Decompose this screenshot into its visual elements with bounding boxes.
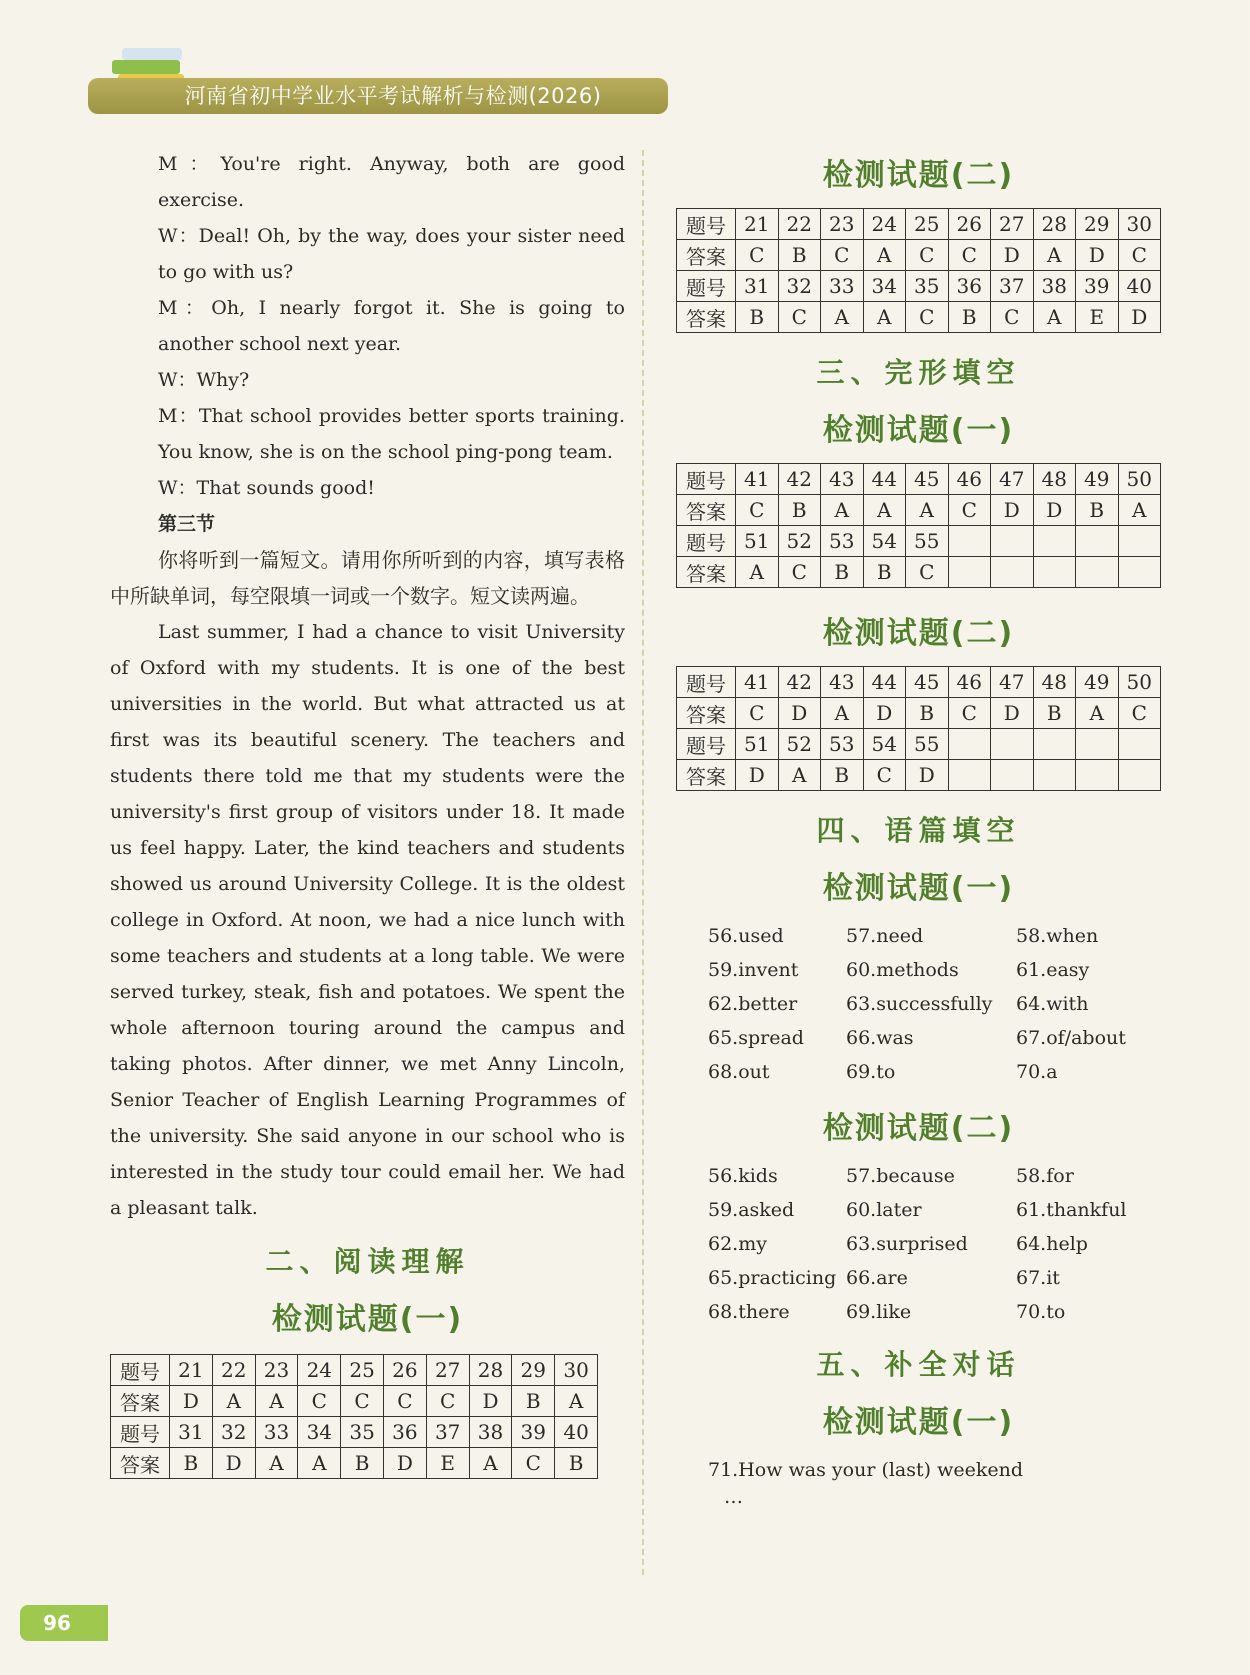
answer-cell — [948, 526, 991, 557]
answer-cell: 32 — [212, 1417, 255, 1448]
answer-cell: 37 — [991, 271, 1034, 302]
answer-table-row — [677, 240, 1161, 271]
row-label: 答案 — [677, 557, 736, 588]
row-label: 题号 — [677, 271, 736, 302]
answer-cell: 41 — [736, 667, 779, 698]
answer-table-row — [111, 1417, 598, 1448]
row-label: 答案 — [111, 1386, 170, 1417]
answer-cell: A — [298, 1448, 341, 1479]
answer-cell: 46 — [948, 464, 991, 495]
answer-cell: 29 — [1076, 209, 1119, 240]
answer-table-row — [111, 1355, 598, 1386]
fill-answer: 57.because — [846, 1165, 955, 1187]
dialogue-line: M：You're right. Anyway, both are good exercise. — [158, 153, 625, 211]
answer-cell: 51 — [736, 729, 779, 760]
answer-cell: 47 — [991, 667, 1034, 698]
answer-cell: A — [1033, 302, 1076, 333]
dialogue-line: W：Why? — [158, 369, 250, 391]
answer-cell: C — [778, 557, 821, 588]
page-number: 96 — [43, 1611, 71, 1635]
answer-cell: 40 — [1118, 271, 1161, 302]
fill-answer: 70.a — [1016, 1061, 1058, 1083]
fill-answer: 63.successfully — [846, 993, 993, 1015]
dialogue — [110, 146, 625, 506]
answer-cell: 28 — [469, 1355, 512, 1386]
row-label: 题号 — [677, 526, 736, 557]
fill-answer: 69.like — [846, 1301, 912, 1323]
page-tab-arrow-icon — [88, 1605, 108, 1641]
answer-cell: 28 — [1033, 209, 1076, 240]
answer-cell: 40 — [555, 1417, 598, 1448]
right-column — [676, 150, 1161, 1507]
answer-cell: 50 — [1118, 667, 1161, 698]
fill-answer: 65.practicing — [708, 1267, 837, 1289]
answer-cell: 25 — [341, 1355, 384, 1386]
answer-cell: 49 — [1076, 667, 1119, 698]
answer-cell — [948, 760, 991, 791]
column-divider — [642, 150, 644, 1575]
answer-cell: D — [383, 1448, 426, 1479]
answer-cell: B — [341, 1448, 384, 1479]
answer-cell: 22 — [778, 209, 821, 240]
answer-cell: B — [1033, 698, 1076, 729]
answer-cell: B — [948, 302, 991, 333]
answer-cell: 21 — [736, 209, 779, 240]
answer-cell: 30 — [1118, 209, 1161, 240]
answer-cell: C — [948, 240, 991, 271]
reading-test2-title: 检测试题(二) — [822, 158, 1015, 193]
row-label: 答案 — [677, 302, 736, 333]
answer-cell: 42 — [778, 464, 821, 495]
answer-cell: 30 — [555, 1355, 598, 1386]
answer-cell: 45 — [906, 667, 949, 698]
answer-cell: C — [1118, 698, 1161, 729]
fill-test2-answers — [676, 1159, 1161, 1329]
answer-cell: 45 — [906, 464, 949, 495]
answer-cell — [1118, 557, 1161, 588]
answer-cell: B — [736, 302, 779, 333]
answer-cell: 23 — [821, 209, 864, 240]
fill-answer: 56.used — [708, 925, 784, 947]
fill-answer: 61.easy — [1016, 959, 1090, 981]
answer-cell: 49 — [1076, 464, 1119, 495]
fill-answer: 58.for — [1016, 1165, 1074, 1187]
answer-cell: 46 — [948, 667, 991, 698]
answer-cell: 21 — [170, 1355, 213, 1386]
section-heading: 第三节 — [158, 513, 216, 535]
answer-cell: D — [778, 698, 821, 729]
answer-cell: 43 — [821, 667, 864, 698]
answer-cell: 34 — [863, 271, 906, 302]
answer-cell: A — [821, 495, 864, 526]
fill-answer: 59.invent — [708, 959, 799, 981]
reading-section-title: 二、阅读理解 — [265, 1245, 470, 1278]
answer-cell: D — [991, 240, 1034, 271]
answer-cell: 54 — [863, 526, 906, 557]
answer-cell: C — [341, 1386, 384, 1417]
answer-cell: D — [736, 760, 779, 791]
answer-cell: B — [863, 557, 906, 588]
dialog-section-title: 五、补全对话 — [816, 1348, 1021, 1381]
answer-cell: C — [512, 1448, 555, 1479]
answer-cell — [991, 526, 1034, 557]
answer-cell: 32 — [778, 271, 821, 302]
answer-table-row — [677, 209, 1161, 240]
cloze-section-title: 三、完形填空 — [816, 356, 1021, 389]
left-column — [110, 146, 625, 1479]
answer-cell: A — [736, 557, 779, 588]
answer-cell: 36 — [948, 271, 991, 302]
row-label: 答案 — [111, 1448, 170, 1479]
dialogue-line: M：That school provides better sports training. You know, she is on the school ping-pong team. — [158, 405, 625, 463]
answer-cell — [1033, 760, 1076, 791]
answer-cell: C — [906, 557, 949, 588]
answer-cell: E — [1076, 302, 1119, 333]
answer-cell: 31 — [736, 271, 779, 302]
fill-answer: 62.my — [708, 1233, 767, 1255]
answer-table-row — [677, 729, 1161, 760]
answer-cell — [1118, 729, 1161, 760]
fill-answer: 70.to — [1016, 1301, 1066, 1323]
row-label: 答案 — [677, 495, 736, 526]
fill-test2-title: 检测试题(二) — [822, 1111, 1015, 1146]
answer-table-row — [677, 698, 1161, 729]
cloze-test2-table — [676, 666, 1161, 791]
answer-cell: 29 — [512, 1355, 555, 1386]
answer-cell: B — [906, 698, 949, 729]
row-label: 答案 — [677, 240, 736, 271]
fill-section-title: 四、语篇填空 — [816, 814, 1021, 847]
answer-cell: B — [821, 557, 864, 588]
answer-cell: C — [778, 302, 821, 333]
answer-cell: 50 — [1118, 464, 1161, 495]
answer-table-row — [677, 557, 1161, 588]
answer-cell: A — [821, 302, 864, 333]
answer-cell: A — [821, 698, 864, 729]
answer-cell: 52 — [778, 526, 821, 557]
answer-cell: 34 — [298, 1417, 341, 1448]
answer-cell — [948, 729, 991, 760]
answer-cell: 36 — [383, 1417, 426, 1448]
fill-answer: 58.when — [1016, 925, 1099, 947]
answer-cell: 53 — [821, 729, 864, 760]
answer-cell — [1033, 557, 1076, 588]
answer-cell: B — [170, 1448, 213, 1479]
answer-cell: A — [1076, 698, 1119, 729]
fill-answer: 56.kids — [708, 1165, 778, 1187]
answer-cell: 55 — [906, 526, 949, 557]
header-title: 河南省初中学业水平考试解析与检测(2026) — [184, 84, 602, 108]
dialogue-line: W：Deal! Oh, by the way, does your sister need to go with us? — [158, 225, 625, 283]
fill-answer: 67.it — [1016, 1267, 1060, 1289]
answer-cell: 27 — [991, 209, 1034, 240]
fill-answer: 61.thankful — [1016, 1199, 1127, 1221]
answer-cell: A — [863, 240, 906, 271]
cloze-test2-title: 检测试题(二) — [822, 616, 1015, 651]
cloze-test1-title: 检测试题(一) — [822, 413, 1015, 448]
answer-cell: A — [863, 302, 906, 333]
answer-cell: D — [991, 495, 1034, 526]
answer-cell: C — [426, 1386, 469, 1417]
row-label: 答案 — [677, 760, 736, 791]
row-label: 题号 — [677, 729, 736, 760]
answer-cell: D — [1076, 240, 1119, 271]
answer-cell: D — [863, 698, 906, 729]
reading-test2-table — [676, 208, 1161, 333]
answer-cell: B — [1076, 495, 1119, 526]
fill-answer: 67.of/about — [1016, 1027, 1126, 1049]
answer-cell: B — [512, 1386, 555, 1417]
answer-cell: C — [736, 495, 779, 526]
answer-cell: C — [298, 1386, 341, 1417]
fill-answer: 59.asked — [708, 1199, 795, 1221]
reading-test1-title: 检测试题(一) — [271, 1302, 464, 1337]
answer-cell: 51 — [736, 526, 779, 557]
answer-cell: A — [906, 495, 949, 526]
fill-answer: 57.need — [846, 925, 924, 947]
answer-cell: 23 — [255, 1355, 298, 1386]
fill-answer: 65.spread — [708, 1027, 804, 1049]
answer-cell: A — [778, 760, 821, 791]
answer-cell: 43 — [821, 464, 864, 495]
fill-answer: 64.with — [1016, 993, 1089, 1015]
row-label: 题号 — [677, 464, 736, 495]
answer-cell: C — [821, 240, 864, 271]
reading-test1-table — [110, 1354, 598, 1479]
answer-cell: C — [383, 1386, 426, 1417]
answer-cell: 24 — [298, 1355, 341, 1386]
answer-cell: A — [1118, 495, 1161, 526]
answer-cell — [991, 557, 1034, 588]
answer-cell: C — [906, 240, 949, 271]
fill-answer: 66.are — [846, 1267, 908, 1289]
fill-answer: 68.there — [708, 1301, 790, 1323]
answer-table-row — [677, 495, 1161, 526]
answer-cell: 44 — [863, 464, 906, 495]
answer-cell: B — [778, 495, 821, 526]
dialog-test1-title: 检测试题(一) — [822, 1405, 1015, 1440]
answer-table-row — [677, 271, 1161, 302]
answer-cell — [1076, 557, 1119, 588]
answer-table-row — [677, 302, 1161, 333]
answer-cell: D — [212, 1448, 255, 1479]
answer-cell: E — [426, 1448, 469, 1479]
fill-answer: 63.surprised — [846, 1233, 968, 1255]
answer-cell: A — [255, 1448, 298, 1479]
answer-table-row — [677, 464, 1161, 495]
answer-cell: C — [1118, 240, 1161, 271]
answer-cell: 41 — [736, 464, 779, 495]
answer-cell: B — [821, 760, 864, 791]
dialog-first-answer: 71.How was your (last) weekend — [708, 1459, 1024, 1481]
answer-cell — [1076, 526, 1119, 557]
fill-answer: 66.was — [846, 1027, 914, 1049]
fill-answer: 60.methods — [846, 959, 959, 981]
answer-cell: 31 — [170, 1417, 213, 1448]
answer-cell: 26 — [383, 1355, 426, 1386]
row-label: 题号 — [111, 1417, 170, 1448]
answer-cell — [1118, 526, 1161, 557]
answer-table-row — [677, 526, 1161, 557]
listening-instruction: 你将听到一篇短文。请用你所听到的内容，填写表格中所缺单词，每空限填一词或一个数字。短文读两遍。 — [110, 548, 625, 608]
answer-cell: 38 — [1033, 271, 1076, 302]
answer-cell: 35 — [341, 1417, 384, 1448]
fill-answer: 68.out — [708, 1061, 770, 1083]
answer-cell — [1033, 729, 1076, 760]
answer-cell: B — [555, 1448, 598, 1479]
row-label: 答案 — [677, 698, 736, 729]
answer-cell: D — [1118, 302, 1161, 333]
answer-cell: D — [469, 1386, 512, 1417]
answer-cell: 35 — [906, 271, 949, 302]
answer-cell: C — [906, 302, 949, 333]
answer-cell: 26 — [948, 209, 991, 240]
answer-cell: A — [863, 495, 906, 526]
answer-cell: 25 — [906, 209, 949, 240]
answer-cell: D — [906, 760, 949, 791]
answer-cell — [1118, 760, 1161, 791]
answer-cell — [991, 760, 1034, 791]
answer-cell: 38 — [469, 1417, 512, 1448]
answer-cell: D — [991, 698, 1034, 729]
answer-cell: A — [212, 1386, 255, 1417]
listening-passage: Last summer, I had a chance to visit University of Oxford with my students. It is one of the best universities in the world. But what attracted us at first was its beautiful scenery. The teachers and students there told me that my students were the university's first group of visitors under 18. It made us feel happy. Later, the kind teachers and students showed us around University College. It is the oldest college in Oxford. At noon, we had a nice lunch with some teachers and students at a long table. We were served turkey, steak, fish and potatoes. We spent the whole afternoon touring around the campus and taking photos. After dinner, we met Anny Lincoln, Senior Teacher of English Learning Programmes of the university. She said anyone in our school who is interested in the study tour could email her. We had a pleasant talk. — [110, 621, 625, 1219]
row-label: 题号 — [677, 667, 736, 698]
answer-cell: A — [555, 1386, 598, 1417]
answer-cell: C — [991, 302, 1034, 333]
answer-cell: 39 — [1076, 271, 1119, 302]
answer-cell: C — [736, 240, 779, 271]
fill-answer: 69.to — [846, 1061, 896, 1083]
answer-cell: 48 — [1033, 667, 1076, 698]
answer-cell: 33 — [821, 271, 864, 302]
answer-cell: D — [170, 1386, 213, 1417]
answer-cell: A — [255, 1386, 298, 1417]
answer-cell: 22 — [212, 1355, 255, 1386]
fill-test1-title: 检测试题(一) — [822, 871, 1015, 906]
row-label: 题号 — [677, 209, 736, 240]
answer-cell: 39 — [512, 1417, 555, 1448]
answer-cell — [1033, 526, 1076, 557]
fill-test1-answers — [676, 919, 1161, 1089]
continuation-ellipsis: … — [724, 1486, 743, 1508]
fill-answer: 60.later — [846, 1199, 922, 1221]
dialogue-line: M：Oh, I nearly forgot it. She is going to another school next year. — [158, 297, 625, 355]
fill-answer: 64.help — [1016, 1233, 1088, 1255]
answer-cell: 24 — [863, 209, 906, 240]
answer-cell: 53 — [821, 526, 864, 557]
answer-cell: C — [736, 698, 779, 729]
answer-cell: 42 — [778, 667, 821, 698]
answer-table-row — [111, 1386, 598, 1417]
answer-cell: 52 — [778, 729, 821, 760]
answer-cell — [1076, 760, 1119, 791]
answer-table-row — [677, 760, 1161, 791]
answer-cell — [991, 729, 1034, 760]
answer-cell: 33 — [255, 1417, 298, 1448]
answer-cell: 55 — [906, 729, 949, 760]
answer-table-row — [111, 1448, 598, 1479]
answer-cell: 54 — [863, 729, 906, 760]
row-label: 题号 — [111, 1355, 170, 1386]
answer-cell: C — [948, 698, 991, 729]
fill-answer: 62.better — [708, 993, 798, 1015]
answer-table-row — [677, 667, 1161, 698]
answer-cell: C — [863, 760, 906, 791]
answer-cell: A — [1033, 240, 1076, 271]
dialogue-line: W：That sounds good! — [158, 477, 375, 499]
answer-cell: 47 — [991, 464, 1034, 495]
answer-cell: 27 — [426, 1355, 469, 1386]
answer-cell: 44 — [863, 667, 906, 698]
answer-cell: 48 — [1033, 464, 1076, 495]
answer-cell: 37 — [426, 1417, 469, 1448]
answer-cell — [948, 557, 991, 588]
answer-cell: C — [948, 495, 991, 526]
answer-cell — [1076, 729, 1119, 760]
answer-cell: D — [1033, 495, 1076, 526]
cloze-test1-table — [676, 463, 1161, 588]
answer-cell: A — [469, 1448, 512, 1479]
answer-cell: B — [778, 240, 821, 271]
